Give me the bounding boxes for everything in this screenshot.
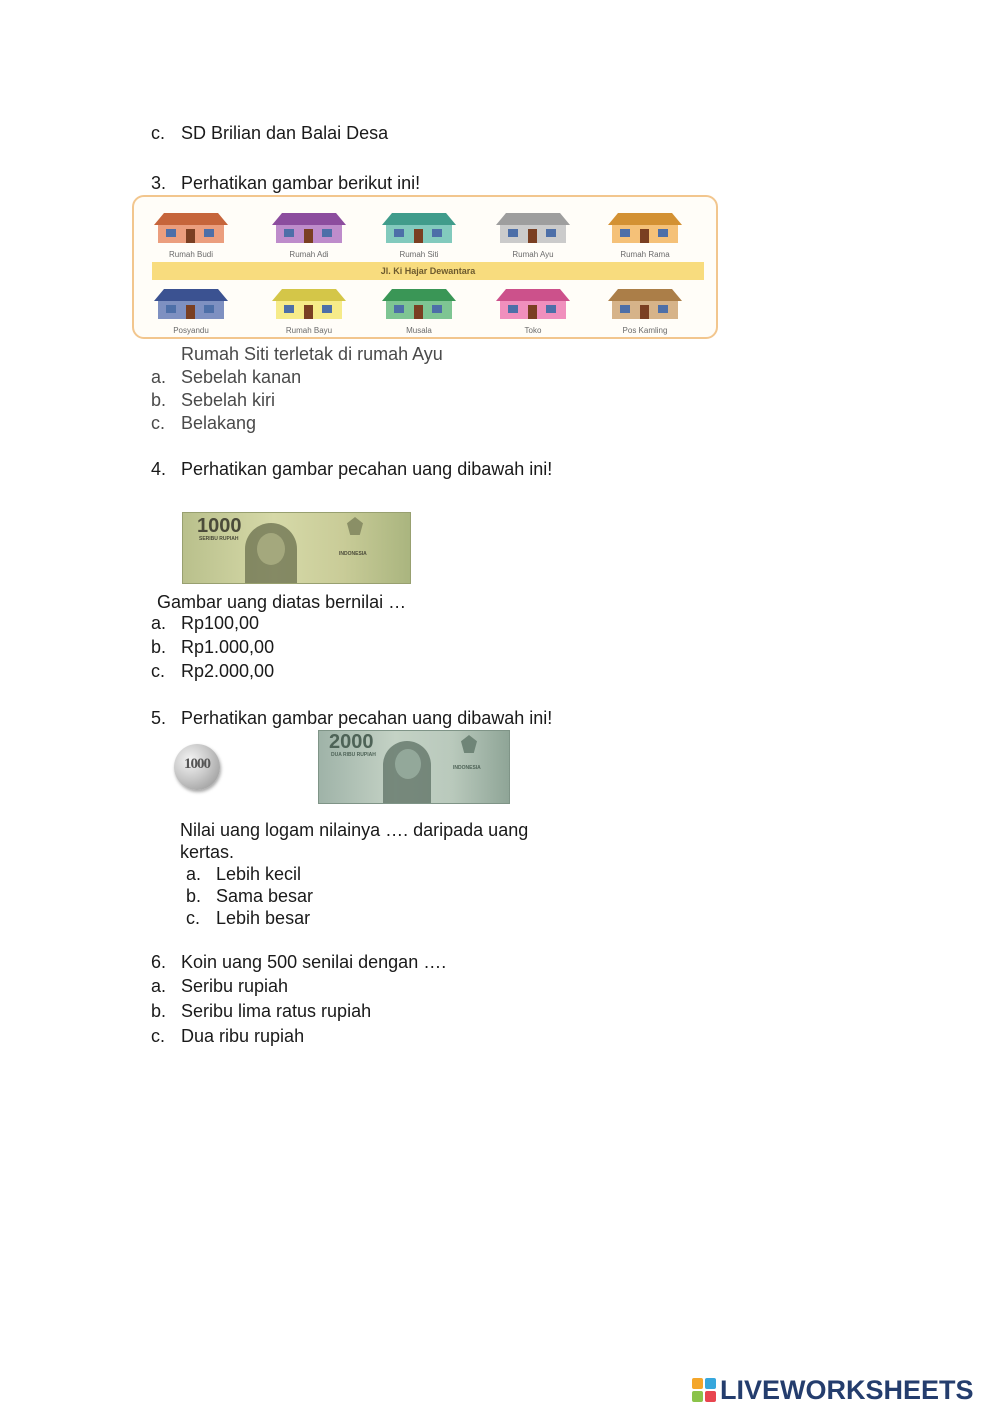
house-icon [146,285,236,321]
question-text: Perhatikan gambar berikut ini! [181,173,421,193]
portrait-face [395,749,421,779]
option-text: Lebih besar [216,908,311,928]
house-top-1 [264,209,354,260]
village-map-image [132,195,718,339]
option-text: Seribu rupiah [181,976,289,996]
house-icon [374,209,464,245]
house-top-2 [374,209,464,260]
q5-option-c[interactable] [186,907,310,929]
banknote-value: 2000 [329,731,374,753]
house-icon [264,209,354,245]
house-caption: Rumah Rama [620,250,670,259]
house-bottom-0 [146,285,236,336]
logo-text: LIVEWORKSHEETS [720,1374,974,1405]
q3-option-b[interactable] [151,389,275,411]
option-text: Rp100,00 [181,613,260,633]
house-bottom-2 [374,285,464,336]
option-text: Sebelah kanan [181,367,302,387]
q3-option-a[interactable] [151,366,301,388]
banknote-country: INDONESIA [453,765,481,771]
banknote-2000-image [318,730,510,804]
garuda-emblem-icon [461,735,477,753]
house-icon [600,209,690,245]
banknote-subtitle: DUA RIBU RUPIAH [331,752,376,758]
option-text: Dua ribu rupiah [181,1026,305,1046]
question-text: Perhatikan gambar pecahan uang dibawah ini! [181,708,553,728]
option-label: b. [151,637,167,657]
option-text: Lebih kecil [216,864,302,884]
option-label: a. [186,864,202,884]
road-label: Jl. Ki Hajar Dewantara [152,262,704,280]
logo-square [692,1378,703,1389]
house-top-3 [488,209,578,260]
coin-value: 1000 [184,756,210,772]
house-icon [264,285,354,321]
question-number: 4. [151,459,167,479]
option-label: a. [151,976,167,996]
option-text: Sebelah kiri [181,390,276,410]
option-text: Belakang [181,413,257,433]
q5-stem-line1: Nilai uang logam nilainya …. daripada uang [180,820,529,840]
banknote-value: 1000 [197,515,242,537]
house-icon [488,285,578,321]
option-label: a. [151,613,167,633]
q4-option-a[interactable] [151,612,259,634]
option-text: Rp2.000,00 [181,661,275,681]
option-label: a. [151,367,167,387]
q4-stem: Gambar uang diatas bernilai … [157,592,407,612]
question-number: 5. [151,708,167,728]
question-text: Perhatikan gambar pecahan uang dibawah ini! [181,459,553,479]
banknote-1000-image [182,512,411,584]
logo-square [692,1391,703,1402]
q4-option-b[interactable] [151,636,274,658]
garuda-emblem-icon [347,517,363,535]
option-label: b. [151,1001,167,1021]
banknote-subtitle: SERIBU RUPIAH [199,536,239,542]
liveworksheets-logo[interactable] [692,1374,974,1406]
q6-option-c[interactable] [151,1025,304,1047]
house-caption: Rumah Budi [168,250,214,259]
q2-option-c [151,122,388,144]
banknote-country: INDONESIA [339,551,367,557]
q6-option-b[interactable] [151,1000,371,1022]
question-number: 3. [151,173,167,193]
house-top-0 [146,209,236,260]
house-caption: Musala [406,326,432,335]
house-bottom-4 [600,285,690,336]
option-label: b. [151,390,167,410]
house-bottom-3 [488,285,578,336]
house-caption: Toko [524,326,542,335]
option-label: c. [151,123,166,143]
option-text: Rp1.000,00 [181,637,275,657]
q4-option-c[interactable] [151,660,274,682]
question-text: Koin uang 500 senilai dengan …. [181,952,447,972]
house-bottom-1 [264,285,354,336]
house-caption: Rumah Siti [399,250,439,259]
q3-prompt [151,172,420,194]
q5-option-b[interactable] [186,885,313,907]
option-label: c. [151,413,166,433]
option-text: SD Brilian dan Balai Desa [181,123,389,143]
q3-stem: Rumah Siti terletak di rumah Ayu [181,344,443,364]
q5-stem-line2: kertas. [180,842,235,862]
house-caption: Rumah Bayu [285,326,333,335]
house-icon [374,285,464,321]
q5-prompt [151,707,552,729]
q3-option-c[interactable] [151,412,256,434]
house-top-4 [600,209,690,260]
portrait-face [257,533,285,565]
house-icon [146,209,236,245]
house-icon [488,209,578,245]
option-label: c. [186,908,201,928]
coin-1000-image [174,744,220,790]
option-text: Sama besar [216,886,314,906]
option-label: c. [151,661,166,681]
logo-square [705,1391,716,1402]
house-caption: Posyandu [173,326,209,335]
q5-option-a[interactable] [186,863,301,885]
house-icon [600,285,690,321]
logo-square [705,1378,716,1389]
option-text: Seribu lima ratus rupiah [181,1001,372,1021]
house-caption: Rumah Ayu [512,250,554,259]
option-label: b. [186,886,202,906]
house-caption: Pos Kamling [622,326,668,335]
q6-prompt [151,951,446,973]
q6-option-a[interactable] [151,975,288,997]
logo-squares-icon [692,1378,716,1402]
house-caption: Rumah Adi [289,250,329,259]
option-label: c. [151,1026,166,1046]
question-number: 6. [151,952,167,972]
q4-prompt [151,458,552,480]
